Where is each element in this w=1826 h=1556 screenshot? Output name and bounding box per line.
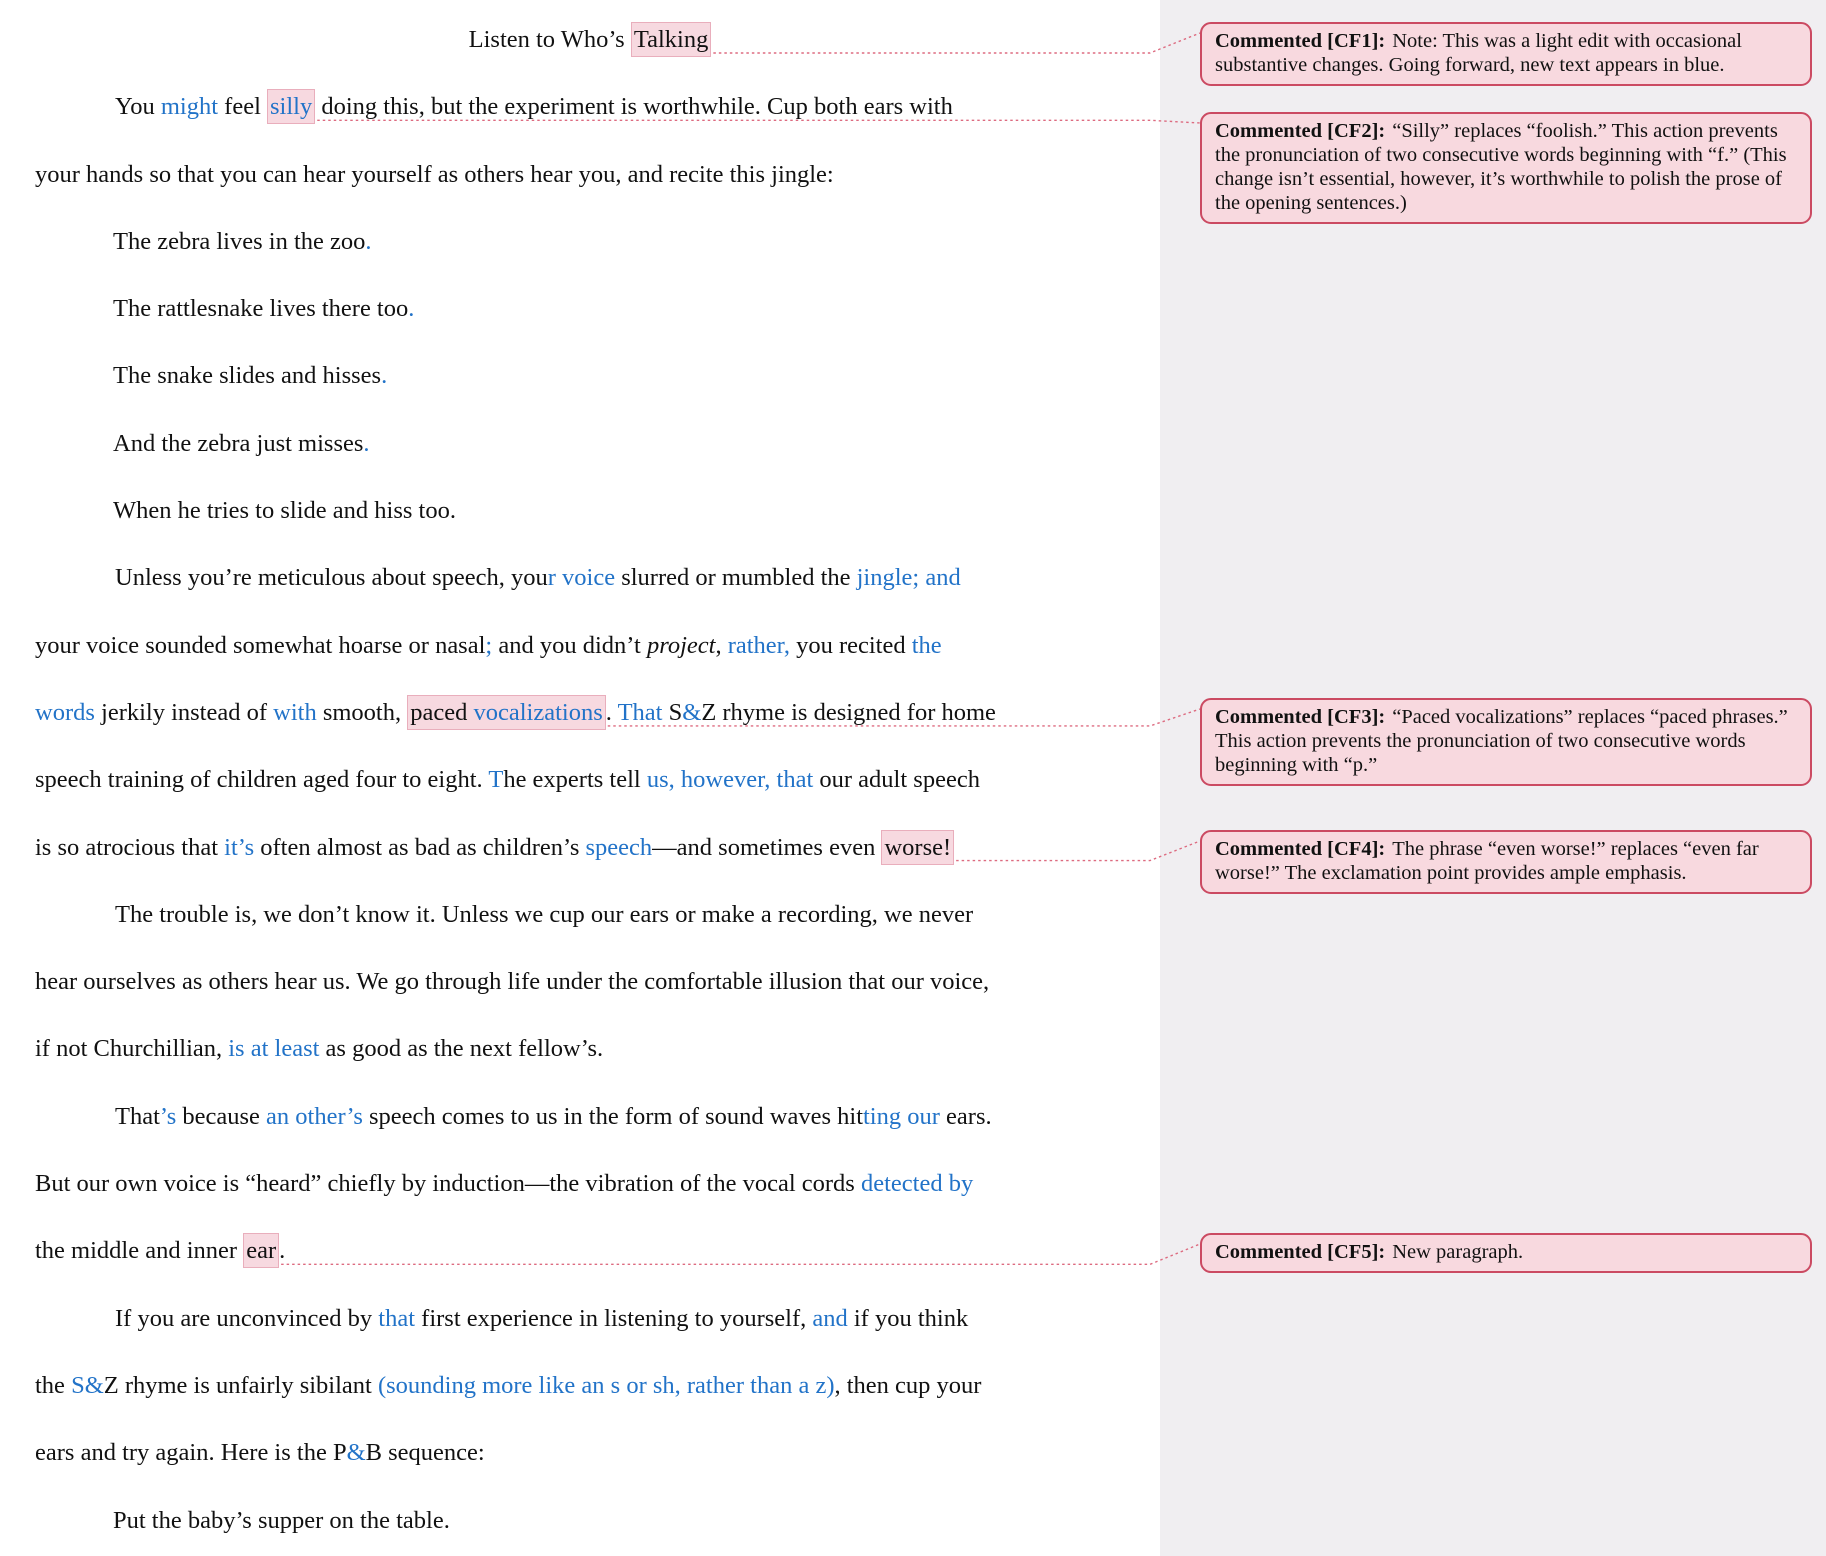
text-run: jerkily instead of [94, 698, 274, 726]
text-run: . [381, 362, 388, 390]
document-line [35, 342, 1145, 409]
comment-text: Note: This was a light edit with occasional substantive changes. Going forward, new text appears in blue. [1215, 30, 1742, 76]
text-run: an other’s [266, 1102, 363, 1130]
text-run: T [488, 766, 504, 794]
commented-text-cf3[interactable]: vocalizations [474, 695, 606, 730]
text-run: words [35, 698, 95, 726]
document-line [35, 814, 1145, 881]
text-run: , [715, 631, 728, 659]
document-line [35, 1487, 1145, 1554]
document-line [35, 410, 1145, 477]
text-run: smooth, [316, 698, 408, 726]
comment-label: Commented [CF2]: [1215, 120, 1386, 142]
document-line [35, 612, 1145, 679]
text-run: The trouble is, we don’t know it. Unless we cup our ears or make a recording, we never [115, 900, 974, 928]
text-run: ears and try again. Here is the P [35, 1439, 347, 1467]
text-run: Put the baby’s supper on the table. [113, 1506, 450, 1534]
text-run: Listen to Who’s [468, 26, 631, 53]
text-run: the middle and inner [35, 1237, 244, 1265]
document-line [35, 1015, 1145, 1082]
document-line [35, 275, 1145, 342]
document-line [35, 881, 1145, 948]
text-run: S& [71, 1371, 104, 1399]
document-line [35, 1150, 1145, 1217]
text-run: your voice sounded somewhat hoarse or nasal [35, 631, 486, 659]
text-run: jingle; and [856, 564, 961, 592]
text-run: S [662, 698, 683, 726]
text-run: , then cup your [834, 1371, 982, 1399]
document-line [35, 1217, 1145, 1284]
document-line [35, 1352, 1145, 1419]
text-run: But our own voice is “heard” chiefly by induction—the vibration of the vocal cords [35, 1170, 861, 1198]
comment-box-cf2[interactable] [1200, 112, 1812, 224]
text-run: speech comes to us in the form of sound waves hit [362, 1102, 863, 1130]
text-run: the [911, 631, 942, 659]
comment-label: Commented [CF1]: [1215, 30, 1386, 52]
text-run: B sequence: [365, 1439, 485, 1467]
document-line [35, 208, 1145, 275]
text-run: is so atrocious that [35, 833, 225, 861]
text-run: The snake slides and hisses [113, 362, 382, 390]
comment-label: Commented [CF5]: [1215, 1241, 1386, 1263]
commented-text-cf5[interactable]: ear [243, 1233, 279, 1268]
comment-label: Commented [CF4]: [1215, 838, 1386, 860]
comment-text: New paragraph. [1392, 1241, 1524, 1263]
document-title [35, 6, 1145, 73]
text-run: your hands so that you can hear yourself as others hear you, and recite this jingle: [35, 160, 834, 188]
text-run: . [363, 429, 370, 457]
text-run: hear ourselves as others hear us. We go through life under the comfortable illusion that our voice, [35, 968, 990, 996]
text-run: feel [218, 93, 268, 121]
text-run: You [115, 93, 161, 121]
text-run: slurred or mumbled the [615, 564, 857, 592]
document-line [35, 477, 1145, 544]
text-run: (sounding more like an s or sh, rather than a z) [377, 1371, 835, 1399]
text-run: When he tries to slide and hiss too. [113, 497, 456, 525]
text-run: if not Churchillian, [35, 1035, 229, 1063]
text-run: the [35, 1371, 72, 1399]
text-run: if you think [847, 1304, 969, 1332]
text-run: speech training of children aged four to eight. [35, 766, 489, 794]
text-run: And the zebra just misses [113, 429, 364, 457]
text-run: ting our [863, 1102, 940, 1130]
document-body [35, 6, 1145, 1554]
text-run: it’s [224, 833, 255, 861]
text-run: our adult speech [813, 766, 980, 794]
text-run: . [605, 698, 618, 726]
text-run: and [812, 1304, 848, 1332]
comment-text: “Paced vocalizations” replaces “paced phrases.” This action prevents the pronunciation of two consecutive words beginning with “p.” [1215, 706, 1788, 776]
document-line [35, 1285, 1145, 1352]
comment-box-cf5[interactable] [1200, 1233, 1812, 1273]
text-run: & [346, 1439, 366, 1467]
text-run: ears. [939, 1102, 992, 1130]
document-line [35, 141, 1145, 208]
text-run: because [176, 1102, 267, 1130]
text-run: is at least [228, 1035, 320, 1063]
text-run: ; [485, 631, 493, 659]
text-run: . [365, 227, 372, 255]
text-run: That [617, 698, 663, 726]
text-run: The zebra lives in the zoo [113, 227, 366, 255]
comment-box-cf4[interactable] [1200, 830, 1812, 894]
text-run: he experts tell [503, 766, 647, 794]
document-page[interactable] [35, 6, 1145, 1554]
text-run: and you didn’t [492, 631, 647, 659]
commented-text-cf1[interactable]: Talking [631, 22, 712, 57]
document-line [35, 679, 1145, 746]
comment-box-cf3[interactable] [1200, 698, 1812, 786]
text-run: detected by [860, 1170, 974, 1198]
text-run: doing this, but the experiment is worthwhile. Cup both ears with [315, 93, 953, 121]
text-run: project [646, 631, 716, 659]
text-run: might [160, 93, 219, 121]
document-line [35, 544, 1145, 611]
text-run: that [378, 1304, 416, 1332]
document-line [35, 948, 1145, 1015]
document-line [35, 746, 1145, 813]
text-run: If you are unconvinced by [115, 1304, 379, 1332]
document-line [35, 1419, 1145, 1486]
text-run: . [279, 1237, 286, 1265]
text-run: Z rhyme is unfairly sibilant [103, 1371, 378, 1399]
text-run: us, however, that [646, 766, 814, 794]
text-run: The rattlesnake lives there too [113, 295, 409, 323]
text-run: paced [407, 695, 473, 730]
text-run: r voice [547, 564, 616, 592]
text-run: first experience in listening to yourself, [415, 1304, 813, 1332]
text-run: . [408, 295, 415, 323]
text-run: —and sometimes even [652, 833, 882, 861]
text-run: That [115, 1102, 160, 1130]
text-run: ’s [159, 1102, 177, 1130]
comment-text: “Silly” replaces “foolish.” This action prevents the pronunciation of two consecutive words beginning with “f.” (This change isn’t essential, however, it’s worthwhile to polish the prose of the opening sentences.) [1215, 120, 1787, 214]
comment-box-cf1[interactable] [1200, 22, 1812, 86]
document-line [35, 73, 1145, 140]
commented-text-cf4[interactable]: worse! [881, 830, 954, 865]
text-run: Unless you’re meticulous about speech, you [115, 564, 548, 592]
comment-label: Commented [CF3]: [1215, 706, 1386, 728]
text-run: speech [585, 833, 653, 861]
text-run: with [273, 698, 317, 726]
text-run: rather, [727, 631, 790, 659]
text-run: & [682, 698, 702, 726]
text-run: Z rhyme is designed for home [701, 698, 996, 726]
text-run: often almost as bad as children’s [254, 833, 586, 861]
text-run: as good as the next fellow’s. [319, 1035, 604, 1063]
comment-text: The phrase “even worse!” replaces “even far worse!” The exclamation point provides ample emphasis. [1215, 838, 1759, 884]
document-line [35, 1083, 1145, 1150]
commented-text-cf2[interactable]: silly [267, 89, 315, 124]
text-run: you recited [789, 631, 912, 659]
